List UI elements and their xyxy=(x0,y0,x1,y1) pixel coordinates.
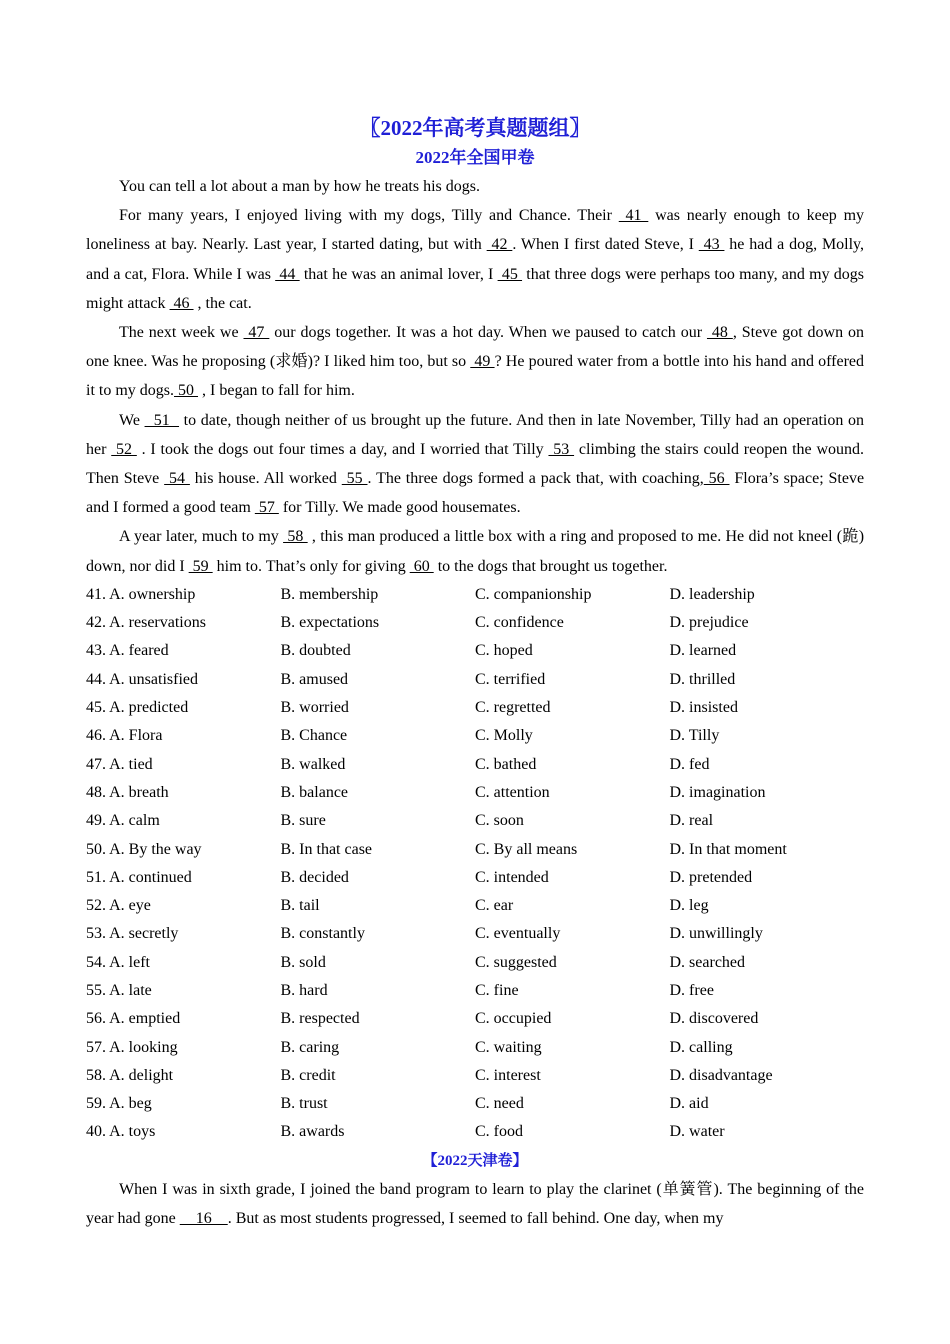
option-d: D. searched xyxy=(669,953,746,971)
option-b: B. walked xyxy=(280,755,346,773)
option-a: 53. A. secretly xyxy=(86,925,179,943)
option-b: B. doubted xyxy=(280,642,351,660)
option-b: B. expectations xyxy=(280,614,380,632)
blank-42: 42 xyxy=(486,236,513,254)
option-d: D. aid xyxy=(669,1095,709,1113)
option-b: B. constantly xyxy=(280,925,365,943)
option-b: B. amused xyxy=(280,670,349,688)
option-d: D. free xyxy=(669,982,714,999)
option-c: C. food xyxy=(475,1123,523,1141)
option-d: D. Tilly xyxy=(669,727,720,745)
option-d: D. pretended xyxy=(669,868,753,886)
option-b: B. In that case xyxy=(280,840,373,858)
blank-59: 59 xyxy=(188,557,213,575)
option-row xyxy=(86,1062,864,1090)
option-row xyxy=(86,666,864,694)
passage-paragraph: When I was in sixth grade, I joined the band program to learn to play the clarinet (单簧管). The beginning of the year had gone 16 . But as most students progressed, I seemed to fall behind. One day, when my xyxy=(86,1181,864,1228)
blank-46: 46 xyxy=(169,294,194,312)
option-b: B. worried xyxy=(280,699,349,717)
option-row xyxy=(86,1005,864,1033)
option-d: D. thrilled xyxy=(669,670,736,688)
option-c: C. fine xyxy=(475,982,519,999)
passage-paragraph: The next week we 47 our dogs together. It was a hot day. When we paused to catch our 48 , Steve got down on one knee. Was he proposing (求婚)? I liked him too, but so 49 ? He poured water from a bottle into his hand and offered it to my dogs. 50 , I began to fall for him. xyxy=(86,324,865,400)
option-b: B. Chance xyxy=(280,727,348,745)
option-c: C. Molly xyxy=(475,727,533,745)
option-b: B. sure xyxy=(280,812,326,830)
option-c: C. waiting xyxy=(475,1038,542,1056)
option-d: D. water xyxy=(669,1123,725,1141)
answer-options xyxy=(86,581,864,1147)
option-b: B. credit xyxy=(280,1066,336,1084)
blank-44: 44 xyxy=(275,265,300,283)
blank-57: 57 xyxy=(254,499,279,517)
option-a: 40. A. toys xyxy=(86,1123,156,1141)
option-a: 47. A. tied xyxy=(86,755,153,773)
option-a: 57. A. looking xyxy=(86,1038,178,1056)
option-c: C. attention xyxy=(475,783,550,801)
option-a: 58. A. delight xyxy=(86,1066,174,1084)
option-c: C. hoped xyxy=(475,642,533,660)
document-title: 〖2022年高考真题题组〗 xyxy=(359,116,591,140)
blank-45: 45 xyxy=(497,265,523,283)
option-row xyxy=(86,694,864,722)
blank-53: 53 xyxy=(548,440,575,458)
option-row xyxy=(86,581,864,609)
option-a: 56. A. emptied xyxy=(86,1010,181,1028)
option-b: B. membership xyxy=(280,585,379,603)
option-row xyxy=(86,864,864,892)
option-a: 52. A. eye xyxy=(86,897,151,915)
blank-60: 60 xyxy=(409,557,434,575)
blank-54: 54 xyxy=(164,470,190,488)
option-d: D. real xyxy=(669,812,714,830)
option-c: C. By all means xyxy=(475,840,578,858)
option-row xyxy=(86,836,864,864)
blank-55: 55 xyxy=(341,470,368,488)
option-c: C. ear xyxy=(475,897,514,915)
option-row xyxy=(86,1118,864,1146)
option-a: 48. A. breath xyxy=(86,783,169,801)
option-c: C. occupied xyxy=(475,1010,552,1028)
blank-43: 43 xyxy=(698,236,725,254)
option-a: 49. A. calm xyxy=(86,812,160,830)
option-b: B. balance xyxy=(280,783,349,801)
option-d: D. In that moment xyxy=(669,840,787,858)
option-a: 59. A. beg xyxy=(86,1095,152,1113)
exam-subtitle: 2022年全国甲卷 xyxy=(415,148,535,167)
passage-paragraph: You can tell a lot about a man by how he treats his dogs. xyxy=(119,178,480,195)
option-row xyxy=(86,1090,864,1118)
option-c: C. eventually xyxy=(475,925,561,943)
option-a: 42. A. reservations xyxy=(86,614,206,632)
option-c: C. bathed xyxy=(475,755,537,773)
option-d: D. insisted xyxy=(669,699,738,717)
option-b: B. respected xyxy=(280,1010,360,1028)
blank-48: 48 xyxy=(706,324,733,342)
blank-56: 56 xyxy=(703,470,730,488)
blank-16: 16 xyxy=(179,1210,228,1228)
option-b: B. caring xyxy=(280,1038,340,1056)
blank-50: 50 xyxy=(174,382,199,400)
option-d: D. prejudice xyxy=(669,614,749,632)
option-c: C. intended xyxy=(475,868,549,886)
option-b: B. hard xyxy=(280,982,328,999)
option-d: D. disadvantage xyxy=(669,1066,773,1084)
option-d: D. discovered xyxy=(669,1010,759,1028)
passage-paragraph: We 51 to date, though neither of us brought up the future. And then in late November, Tilly had an operation on her 52 . I took the dogs out four times a day, and I worried that Tilly 53 climbing the stairs could reopen the wound. Then Steve 54 his house. All worked 55 . The three dogs formed a pack that, with coaching, 56 Flora’s space; Steve and I formed a good team 57 for Tilly. We made good housemates. xyxy=(86,411,865,517)
option-c: C. terrified xyxy=(475,670,546,688)
option-c: C. soon xyxy=(475,812,524,830)
option-c: C. regretted xyxy=(475,699,551,717)
option-b: B. tail xyxy=(280,897,320,915)
option-a: 55. A. late xyxy=(86,982,152,999)
option-row xyxy=(86,751,864,779)
option-d: D. calling xyxy=(669,1038,733,1056)
option-a: 54. A. left xyxy=(86,953,150,971)
option-a: 45. A. predicted xyxy=(86,699,189,717)
option-b: B. trust xyxy=(280,1095,328,1113)
option-c: C. need xyxy=(475,1095,524,1113)
option-d: D. leadership xyxy=(669,585,755,603)
option-row xyxy=(86,609,864,637)
option-d: D. imagination xyxy=(669,783,766,801)
option-b: B. sold xyxy=(280,953,326,971)
option-a: 51. A. continued xyxy=(86,868,192,886)
option-a: 44. A. unsatisfied xyxy=(86,670,198,688)
option-row xyxy=(86,807,864,835)
blank-51: 51 xyxy=(144,411,180,429)
option-row xyxy=(86,977,864,1005)
option-a: 50. A. By the way xyxy=(86,840,202,858)
option-a: 46. A. Flora xyxy=(86,727,163,745)
option-c: C. confidence xyxy=(475,614,564,632)
option-b: B. decided xyxy=(280,868,349,886)
option-row xyxy=(86,892,864,920)
document-page xyxy=(86,112,864,1233)
passage-paragraph: For many years, I enjoyed living with my dogs, Tilly and Chance. Their 41 was nearly enough to keep my loneliness at bay. Nearly. Last year, I started dating, but with 42 . When I first dated Steve, I 43 he had a dog, Molly, and a cat, Flora. While I was 44 that he was an animal lover, I 45 that three dogs were perhaps too many, and my dogs might attack 46 , the cat. xyxy=(86,207,865,312)
blank-41: 41 xyxy=(618,207,649,225)
option-c: C. companionship xyxy=(475,585,592,603)
option-row xyxy=(86,949,864,977)
blank-58: 58 xyxy=(283,528,308,546)
option-row xyxy=(86,779,864,807)
option-d: D. leg xyxy=(669,897,709,915)
option-d: D. fed xyxy=(669,755,710,773)
option-c: C. interest xyxy=(475,1066,541,1084)
option-row xyxy=(86,920,864,948)
option-b: B. awards xyxy=(280,1123,345,1141)
option-c: C. suggested xyxy=(475,953,557,971)
option-d: D. unwillingly xyxy=(669,925,763,943)
blank-47: 47 xyxy=(243,324,270,342)
section-title: 【2022天津卷】 xyxy=(422,1152,528,1169)
option-a: 41. A. ownership xyxy=(86,585,196,603)
passage-paragraph: A year later, much to my 58 , this man produced a little box with a ring and proposed to me. He did not kneel (跪) down, nor did I 59 him to. That’s only for giving 60 to the dogs that brought us together. xyxy=(86,528,865,575)
option-row xyxy=(86,1034,864,1062)
option-row xyxy=(86,722,864,750)
option-a: 43. A. feared xyxy=(86,642,169,660)
option-row xyxy=(86,637,864,665)
option-d: D. learned xyxy=(669,642,737,660)
blank-49: 49 xyxy=(470,353,495,371)
blank-52: 52 xyxy=(111,440,137,458)
